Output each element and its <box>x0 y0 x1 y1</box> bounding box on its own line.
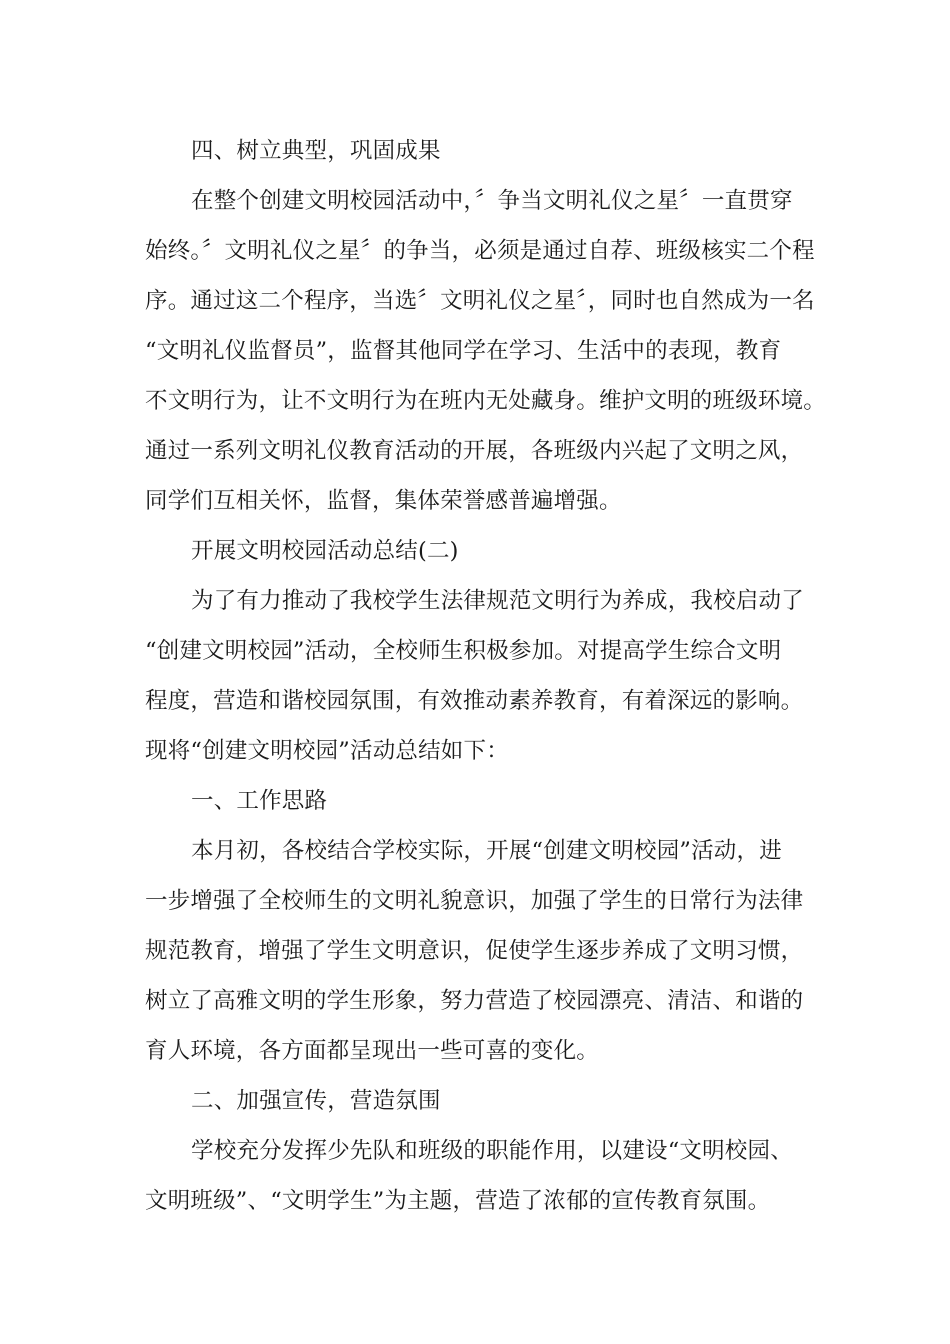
paragraph-line: 一步增强了全校师生的文明礼貌意识，加强了学生的日常行为法律 <box>145 888 804 914</box>
paragraph-line: 育人环境，各方面都呈现出一些可喜的变化。 <box>145 1038 600 1064</box>
section-heading-2: 二、加强宣传，营造氛围 <box>191 1088 441 1114</box>
paragraph-line: 学校充分发挥少先队和班级的职能作用，以建设“文明校园、 <box>191 1138 793 1164</box>
paragraph-line: 在整个创建文明校园活动中，〞争当文明礼仪之星〞一直贯穿 <box>191 188 793 214</box>
paragraph-line: 序。通过这二个程序，当选〞文明礼仪之星〞，同时也自然成为一名 <box>145 288 815 314</box>
paragraph-line: 为了有力推动了我校学生法律规范文明行为养成，我校启动了 <box>191 588 804 614</box>
paragraph-line: 现将“创建文明校园”活动总结如下： <box>145 738 509 764</box>
paragraph-line: 始终。〞文明礼仪之星〞的争当，必须是通过自荐、班级核实二个程 <box>145 238 815 264</box>
paragraph-line: 通过一系列文明礼仪教育活动的开展，各班级内兴起了文明之风， <box>145 438 804 464</box>
paragraph-line: 树立了高雅文明的学生形象，努力营造了校园漂亮、清洁、和谐的 <box>145 988 804 1014</box>
paragraph-line: 本月初，各校结合学校实际，开展“创建文明校园”活动，进 <box>191 838 782 864</box>
section-heading-1: 一、工作思路 <box>191 788 328 814</box>
paragraph-line: 文明班级”、“文明学生”为主题，营造了浓郁的宣传教育氛围。 <box>145 1188 771 1214</box>
paragraph-line: 同学们互相关怀，监督，集体荣誉感普遍增强。 <box>145 488 622 514</box>
document-title-2: 开展文明校园活动总结(二) <box>191 538 459 564</box>
paragraph-line: “文明礼仪监督员”，监督其他同学在学习、生活中的表现，教育 <box>145 338 782 364</box>
paragraph-line: 程度，营造和谐校园氛围，有效推动素养教育，有着深远的影响。 <box>145 688 804 714</box>
paragraph-line: 规范教育，增强了学生文明意识，促使学生逐步养成了文明习惯， <box>145 938 804 964</box>
section-heading-4: 四、树立典型，巩固成果 <box>191 138 441 164</box>
paragraph-line: 不文明行为，让不文明行为在班内无处藏身。维护文明的班级环境。 <box>145 388 827 414</box>
paragraph-line: “创建文明校园”活动，全校师生积极参加。对提高学生综合文明 <box>145 638 782 664</box>
